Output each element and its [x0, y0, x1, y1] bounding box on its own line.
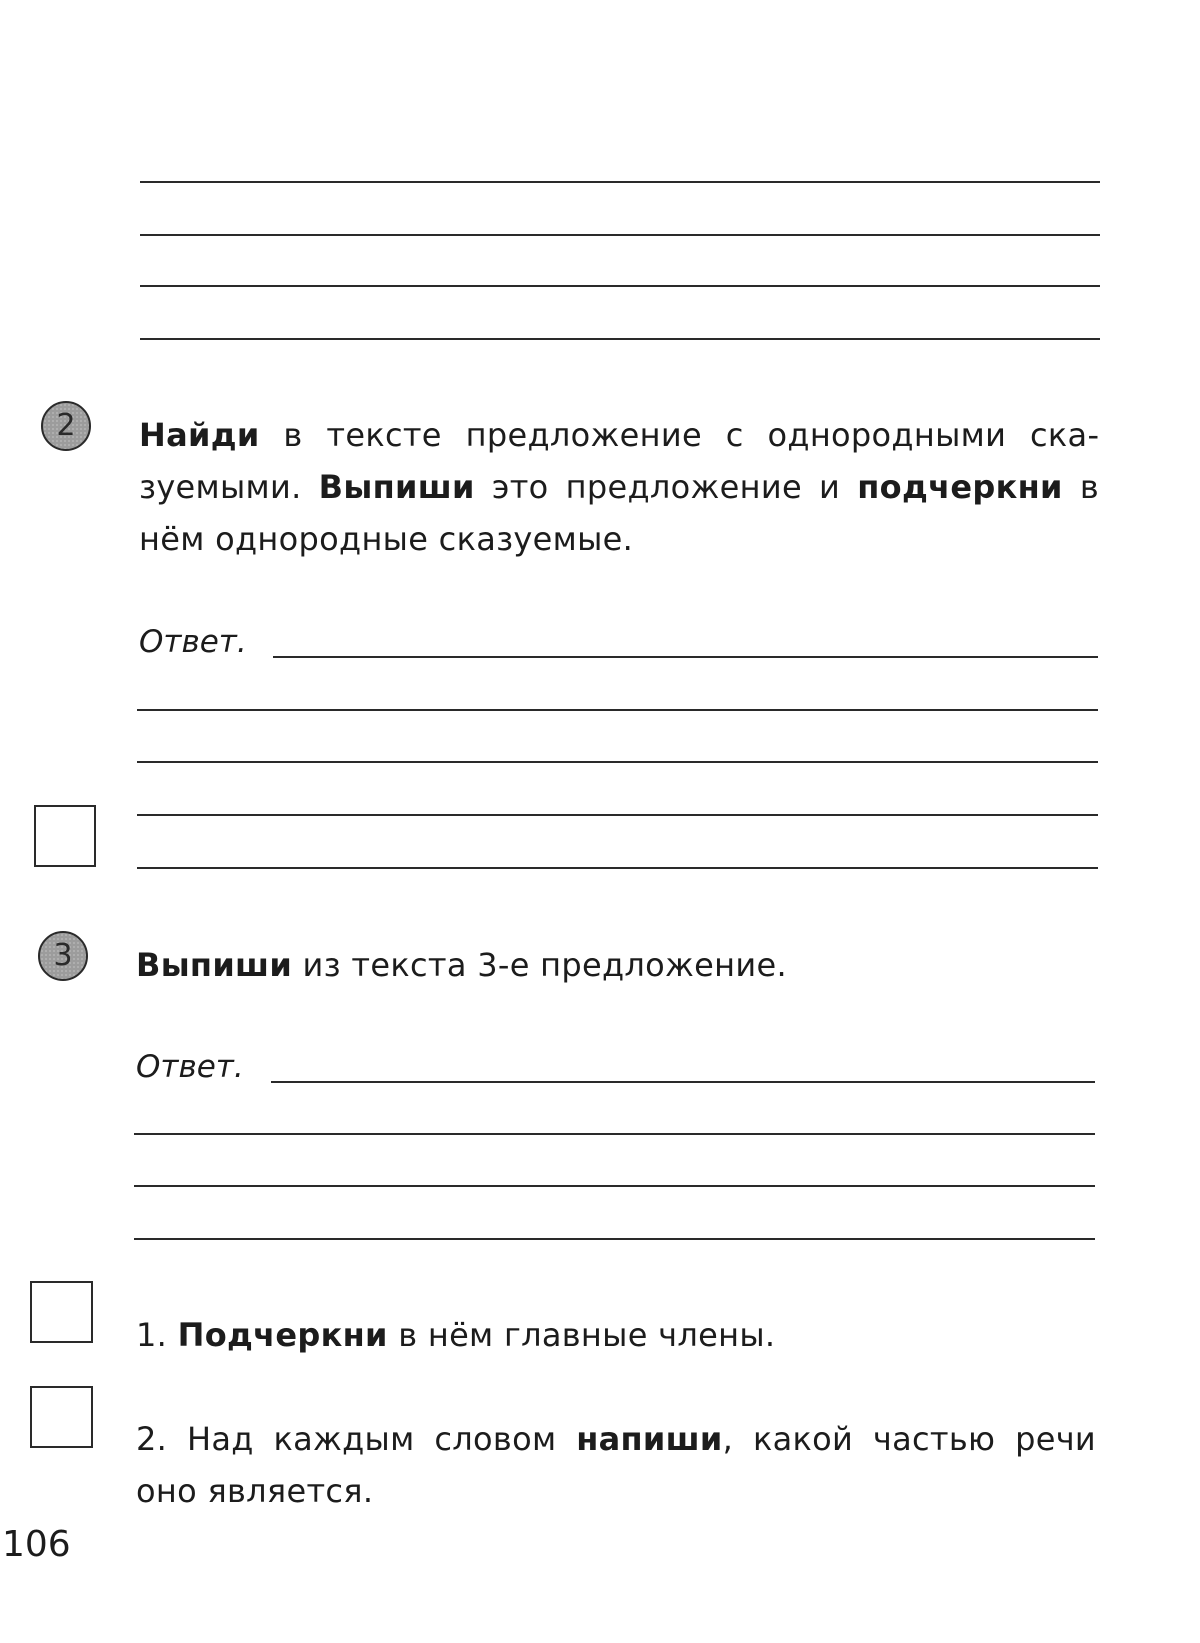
answer-line[interactable] — [271, 1081, 1095, 1083]
score-box[interactable] — [30, 1281, 93, 1343]
instruction-text: 2. Над каждым словом — [136, 1420, 577, 1458]
answer-label: Ответ. — [136, 1049, 244, 1085]
task-number-badge — [38, 931, 88, 981]
instruction-text: в нём однородные сказуемые. — [139, 468, 1100, 558]
answer-line[interactable] — [140, 234, 1100, 236]
answer-line[interactable] — [273, 656, 1098, 658]
subtask-instruction — [136, 1309, 1096, 1361]
answer-line[interactable] — [134, 1185, 1095, 1187]
answer-line[interactable] — [140, 285, 1100, 287]
task-instruction — [139, 409, 1099, 565]
score-box[interactable] — [34, 805, 96, 867]
emphasized-verb: подчеркни — [857, 468, 1063, 506]
task-number: 3 — [53, 938, 73, 973]
answer-line[interactable] — [134, 1238, 1095, 1240]
answer-line[interactable] — [137, 761, 1098, 763]
answer-label: Ответ. — [139, 624, 247, 660]
emphasized-verb: напиши — [576, 1420, 723, 1458]
score-box[interactable] — [30, 1386, 93, 1448]
instruction-text: , какой частью речи оно является. — [136, 1420, 1096, 1510]
instruction-text: в нём главные члены. — [387, 1316, 776, 1354]
emphasized-verb: Выпиши — [136, 946, 293, 984]
instruction-text: из текста 3-е предложение. — [292, 946, 787, 984]
answer-line[interactable] — [140, 338, 1100, 340]
answer-line[interactable] — [137, 867, 1098, 869]
task-instruction — [136, 939, 1096, 991]
answer-line[interactable] — [137, 709, 1098, 711]
subtask-instruction — [136, 1413, 1096, 1517]
instruction-text: 1. — [136, 1316, 178, 1354]
task-number: 2 — [56, 408, 76, 443]
emphasized-verb: Найди — [139, 416, 260, 454]
emphasized-verb: Подчеркни — [177, 1316, 388, 1354]
page-number: 106 — [2, 1524, 71, 1565]
instruction-text: это предложение и — [474, 468, 858, 506]
instruction-text: в тексте предложение с однородными сказуемыми. — [139, 416, 1099, 506]
answer-line[interactable] — [134, 1133, 1095, 1135]
answer-line[interactable] — [140, 181, 1100, 183]
emphasized-verb: Выпиши — [318, 468, 475, 506]
answer-line[interactable] — [137, 814, 1098, 816]
task-number-badge — [41, 401, 91, 451]
